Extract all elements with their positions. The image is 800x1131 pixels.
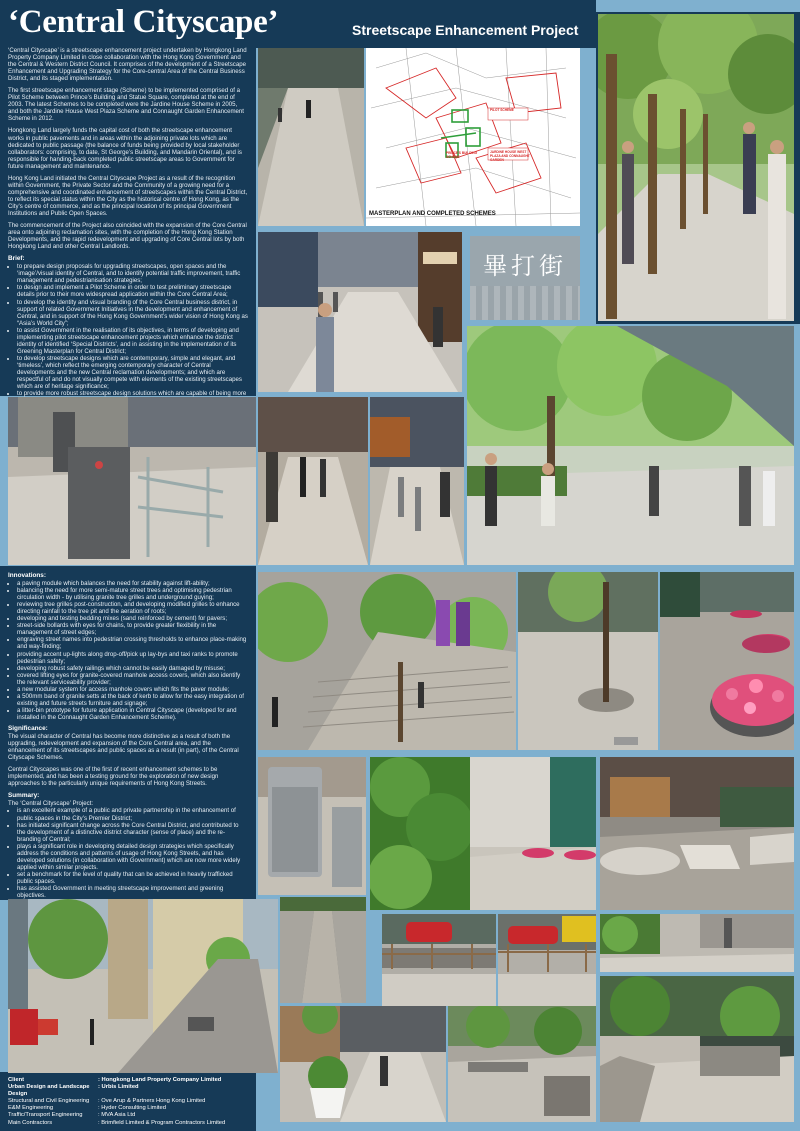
innovation-item: • engraving street names into pedestrian crossing thresholds to enhance place-making and way-finding; xyxy=(17,636,248,650)
credit-row xyxy=(8,1112,248,1119)
photo-stairs-greenery xyxy=(258,572,516,750)
credit-name: : Hongkong Land Property Company Limited xyxy=(98,1077,222,1083)
poster-subtitle: Streetscape Enhancement Project xyxy=(352,22,579,38)
summary-item: • has assisted Government in meeting streetscape improvement and greening objectives. xyxy=(17,885,248,899)
credit-role: Client xyxy=(8,1077,25,1083)
photo-bollards-railing xyxy=(8,397,256,565)
photo-litter-bin xyxy=(258,757,366,895)
masterplan-map xyxy=(366,48,580,226)
intro-text xyxy=(8,47,248,408)
photo-paving-strip xyxy=(280,897,366,1003)
photo-taxi-rank xyxy=(382,914,496,1006)
credit-row xyxy=(8,1084,248,1098)
photo-sign-pavers xyxy=(470,286,580,320)
innovations-list xyxy=(8,580,248,721)
innovation-item: • street-side bollards with eyes for chains, to provide greater flexibility in the management of street edges; xyxy=(17,622,248,636)
street-sign-text: 畢打街 xyxy=(483,252,567,280)
map-label-jardine: JARDINE HOUSE WEST PLAZA AND CONNAUGHT GARDEN xyxy=(490,150,530,162)
summary-item: • is an excellent example of a public and private partnership in the enhancement of public spaces in the City’s Premier District; xyxy=(17,807,248,821)
credit-row xyxy=(8,1098,248,1105)
brief-item: • to develop the identity and visual branding of the Core Central business district, in support of related Government Initiatives in the development and enhancement of Central, and in support of the Hong Kong Government’s wider vision of Hong Kong as “Asia’s World City”; xyxy=(17,299,248,327)
photo-tree-lined-street xyxy=(598,14,794,321)
significance-paragraph: The visual character of Central has become more distinctive as a result of both the upgrading, redevelopment and expansion of the Core Central area, and the enhancement of its streetscapes and public spaces as a result (in part), of the Central Cityscape Schemes. xyxy=(8,733,239,762)
credit-role: E&M Engineering xyxy=(8,1105,54,1112)
photo-plaza-planters xyxy=(600,976,794,1122)
map-label-princes: PRINCE'S BUILDING SCHEME xyxy=(446,151,478,159)
photo-flower-planters xyxy=(660,572,794,750)
map-label-pilot: PILOT SCHEME xyxy=(490,108,514,112)
credits-block xyxy=(8,1077,248,1127)
innovation-item: • a new modular system for access manhole covers which fits the paver module; xyxy=(17,686,248,693)
innovation-item: • developing robust safety railings which cannot be easily damaged by misuse; xyxy=(17,665,248,672)
summary-heading: Summary: xyxy=(8,792,40,800)
credit-name: : MVA Asia Ltd xyxy=(98,1112,136,1119)
innovation-item: • covered lifting eyes for granite-covered manhole access covers, which also identify the relevant serviceability provider; xyxy=(17,672,248,686)
summary-item: • set a benchmark for the level of quality that can be achieved in heavily trafficked public spaces. xyxy=(17,871,248,885)
significance-paragraph: Central Cityscapes was one of the first of recent enhancement schemes to be implemented, and has been a testing ground for the exploration of new design approaches to the particularly unique requirements of Hong Kong Streets. xyxy=(8,766,219,788)
credit-row xyxy=(8,1077,248,1084)
photo-street-bollards xyxy=(370,397,464,565)
photo-tree-plaza xyxy=(467,326,794,565)
credit-name: : Ove Arup & Partners Hong Kong Limited xyxy=(98,1098,206,1105)
innovation-item: • developing and testing bedding mixes (sand reinforced by cement) for pavers; xyxy=(17,615,248,622)
innovations-text xyxy=(8,568,248,903)
credit-name: : Urbis Limited xyxy=(98,1084,139,1091)
photo-pedestrian-street xyxy=(258,232,462,392)
brief-item: • to develop streetscape designs which are contemporary, simple and elegant, and ‘timeless’, which reflect the emerging contemporary character of Central developments and the new Central reclamation developments; and which are respectful of and do not visually compete with elements of the existing streetscapes which are of heritage significance; xyxy=(17,355,248,390)
photo-taxi-bus xyxy=(498,914,596,1006)
credit-name: : Brimfield Limited & Program Contractors Limited xyxy=(98,1119,226,1126)
photo-plaza-seating xyxy=(448,1006,596,1122)
innovation-item: • a litter-bin prototype for future application in Central Cityscape (developed for and installed in the Connaught Garden Enhancement Scheme). xyxy=(17,707,248,721)
brief-item: • to assist Government in the realisation of its objectives, in terms of developing and implementing pilot streetscape enhancement projects which enhance the district identity of identified ‘Special Districts’, and in assisting in the implementation of its Greening Masterplan for Central District; xyxy=(17,327,248,355)
photo-arcade-walk xyxy=(258,397,368,565)
photo-paved-walkway xyxy=(258,48,364,226)
brief-list xyxy=(8,263,248,404)
brief-item: • to prepare design proposals for upgrading streetscapes, open spaces and the ‘image’/visual identity of Central, and to identify potential traffic improvement, traffic management and pedestrianisation strategies; xyxy=(17,263,248,284)
credit-name: : Hyder Consulting Limited xyxy=(98,1105,166,1112)
photo-tree-grille xyxy=(518,572,658,750)
map-caption: MASTERPLAN AND COMPLETED SCHEMES xyxy=(369,211,496,217)
photo-street-vase xyxy=(280,1006,446,1122)
photo-bench-plaza xyxy=(600,757,794,910)
credit-role: Urban Design and Landscape Design xyxy=(8,1084,90,1098)
summary-lead: The ‘Central Cityscape’ Project: xyxy=(8,800,94,808)
summary-item: • has initiated significant change across the Core Central District, and contributed to the development of a distinctive district character (sense of place) and the re-branding of Central; xyxy=(17,822,248,843)
summary-item: • plays a significant role in developing detailed design strategies which specifically address the conditions and patterns of usage of Hong Kong Streets, and has developed solutions (in collaboration with Government) which are now more widely applied within similar projects. xyxy=(17,843,248,871)
intro-paragraph: Hongkong Land largely funds the capital cost of both the streetscape enhancement works in public pavements and in areas within the adjoining private lots which are dedicated to public passage (the balance of funds being provided by local stakeholder collaborators: comprising, to date, St George’s Building, and Mandarin Oriental), and is responsible for handing-back completed public streetscape areas to Government for future management and maintenance. xyxy=(8,127,242,170)
brief-item: • to design and implement a Pilot Scheme in order to test preliminary streetscape details prior to their more widespread application within the Core Central Area; xyxy=(17,284,248,298)
innovation-item: • providing accent up-lights along drop-off/pick up lay-bys and taxi ranks to promote pedestrian safety; xyxy=(17,651,248,665)
credit-role: Structural and Civil Engineering xyxy=(8,1098,90,1105)
intro-paragraph: ‘Central Cityscape’ is a streetscape enhancement project undertaken by Hongkong Land Property Company Limited in close collaboration with the Hong Kong Government and the Central & Western District Council. It comprises of the development of a Streetscape Enhancement and Upgrading Strategy for the Core-central Area of the Central Business District, and its staged implementation. xyxy=(8,47,247,83)
photo-tree-road xyxy=(8,899,278,1073)
innovation-item: • a paving module which balances the need for stability against lift-ability; xyxy=(17,580,248,587)
innovation-item: • reviewing tree grilles post-construction, and developing modified grilles to enhance directing rainfall to the tree pit and the aeration of roots; xyxy=(17,601,248,615)
intro-paragraph: The first streetscape enhancement stage (Scheme) to be implemented comprised of a Pilot Scheme between Prince’s Building and Statue Square, completed at the end of 2003. The latest Schemes to be completed were the Jardine House Scheme in 2005, and both the Jardine House West Plaza Scheme and Connaught Garden Enhancement Scheme in 2012. xyxy=(8,87,245,123)
innovations-heading: Innovations: xyxy=(8,572,46,579)
significance-heading: Significance: xyxy=(8,724,48,732)
credit-row xyxy=(8,1105,248,1112)
photo-planters-corner xyxy=(600,914,794,972)
credit-role: Traffic/Transport Engineering xyxy=(8,1112,83,1119)
intro-paragraph: The commencement of the Project also coincided with the expansion of the Core Central area onto adjoining reclamation sites, with the completion of the Hong Kong Station Developments, and the rapid redevelopment and upgrading of Core Central lots by both Hongkong Land and other Central Landlords. xyxy=(8,222,247,251)
poster-title: ‘Central Cityscape’ xyxy=(8,4,279,40)
summary-list xyxy=(8,807,248,899)
brief-heading: Brief: xyxy=(8,255,25,263)
brief-item: • to provide more robust streetscape design solutions which are capable of being more xyxy=(17,390,248,404)
innovation-item: • a 500mm band of granite setts at the back of kerb to allow for the easy integration of existing and future streets furniture and signage; xyxy=(17,693,248,707)
intro-paragraph: Hong Kong Land initiated the Central Cityscape Project as a result of the recognition within Government, the Private Sector and the Community of a growing need for a comprehensive and coordinated enhancement of streetscapes within the Central District, to reflect its special status within the City as the historical centre of Hong Kong, as the City’s centre of commerce, and as the principal location of its principal Government Institutions and Public Open Spaces. xyxy=(8,174,248,217)
innovation-item: • balancing the need for more semi-mature street trees and optimising pedestrian circulation width - by utilising granite tree grilles and underground guying; xyxy=(17,587,248,601)
photo-green-wall xyxy=(370,757,596,910)
credit-row xyxy=(8,1120,248,1127)
credit-role: Main Contractors xyxy=(8,1119,53,1126)
